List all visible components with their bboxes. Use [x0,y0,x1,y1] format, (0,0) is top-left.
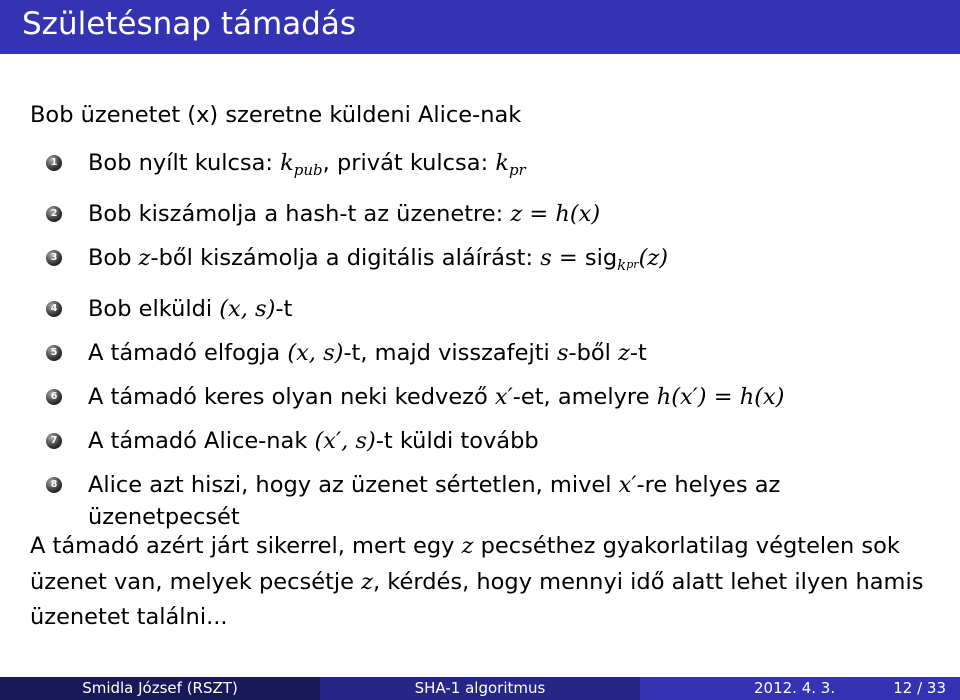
list-item [46,331,926,375]
item-number-ball: 6 [46,389,62,405]
list-item [46,463,926,533]
item-number-ball: 7 [46,433,62,449]
item-number-ball: 2 [46,206,62,222]
list-item [46,192,926,236]
footer-topic: SHA-1 algoritmus [320,677,640,700]
list-item [46,236,926,287]
list-item [46,419,926,463]
list-item-text: Alice azt hiszi, hogy az üzenet sértetlen, mivel x′-re helyes az üzenetpecsét [88,472,781,530]
list-item [46,287,926,331]
list-item [46,375,926,419]
item-number-ball: 8 [46,477,62,493]
numbered-list [46,141,926,533]
conclusion-paragraph: A támadó azért járt sikerrel, mert egy z pecséthez gyakorlatilag végtelen sok üzenet van, melyek pecsétje z, kérdés, hogy mennyi idő alatt lehet ilyen hamis üzenetet találni... [30,533,924,630]
list-item-text: A támadó keres olyan neki kedvező x′-et, amelyre h(x′) = h(x) [88,384,785,410]
list-item [46,141,926,192]
list-item-text: Bob z-ből kiszámolja a digitális aláírást: s = sig$_k$pr(z) [88,245,668,274]
footer-info [640,677,960,700]
list-item-text: Bob kiszámolja a hash-t az üzenetre: z = h(x) [88,201,601,227]
item-number-ball: 3 [46,250,62,266]
footer-author: Smidla József (RSZT) [0,677,320,700]
list-item-text: Bob elküldi (x, s)-t [88,296,293,322]
item-number-ball: 5 [46,345,62,361]
item-number-ball: 4 [46,301,62,317]
item-number-ball: 1 [46,155,62,171]
intro-text: Bob üzenetet (x) szeretne küldeni Alice-nak [30,102,522,128]
slide-header [0,0,960,54]
list-item-text: Bob nyílt kulcsa: $k_{pub}$, privát kulcsa: $k_{pr}$ [88,150,526,179]
footer-page-number: 12 / 33 [893,679,946,697]
slide-title: Születésnap támadás [22,6,357,42]
list-item-text: A támadó elfogja (x, s)-t, majd visszafejti s-ből z-t [88,340,647,366]
footer-date: 2012. 4. 3. [754,679,836,697]
slide-footer [0,677,960,700]
list-item-text: A támadó Alice-nak (x′, s)-t küldi tovább [88,428,539,454]
